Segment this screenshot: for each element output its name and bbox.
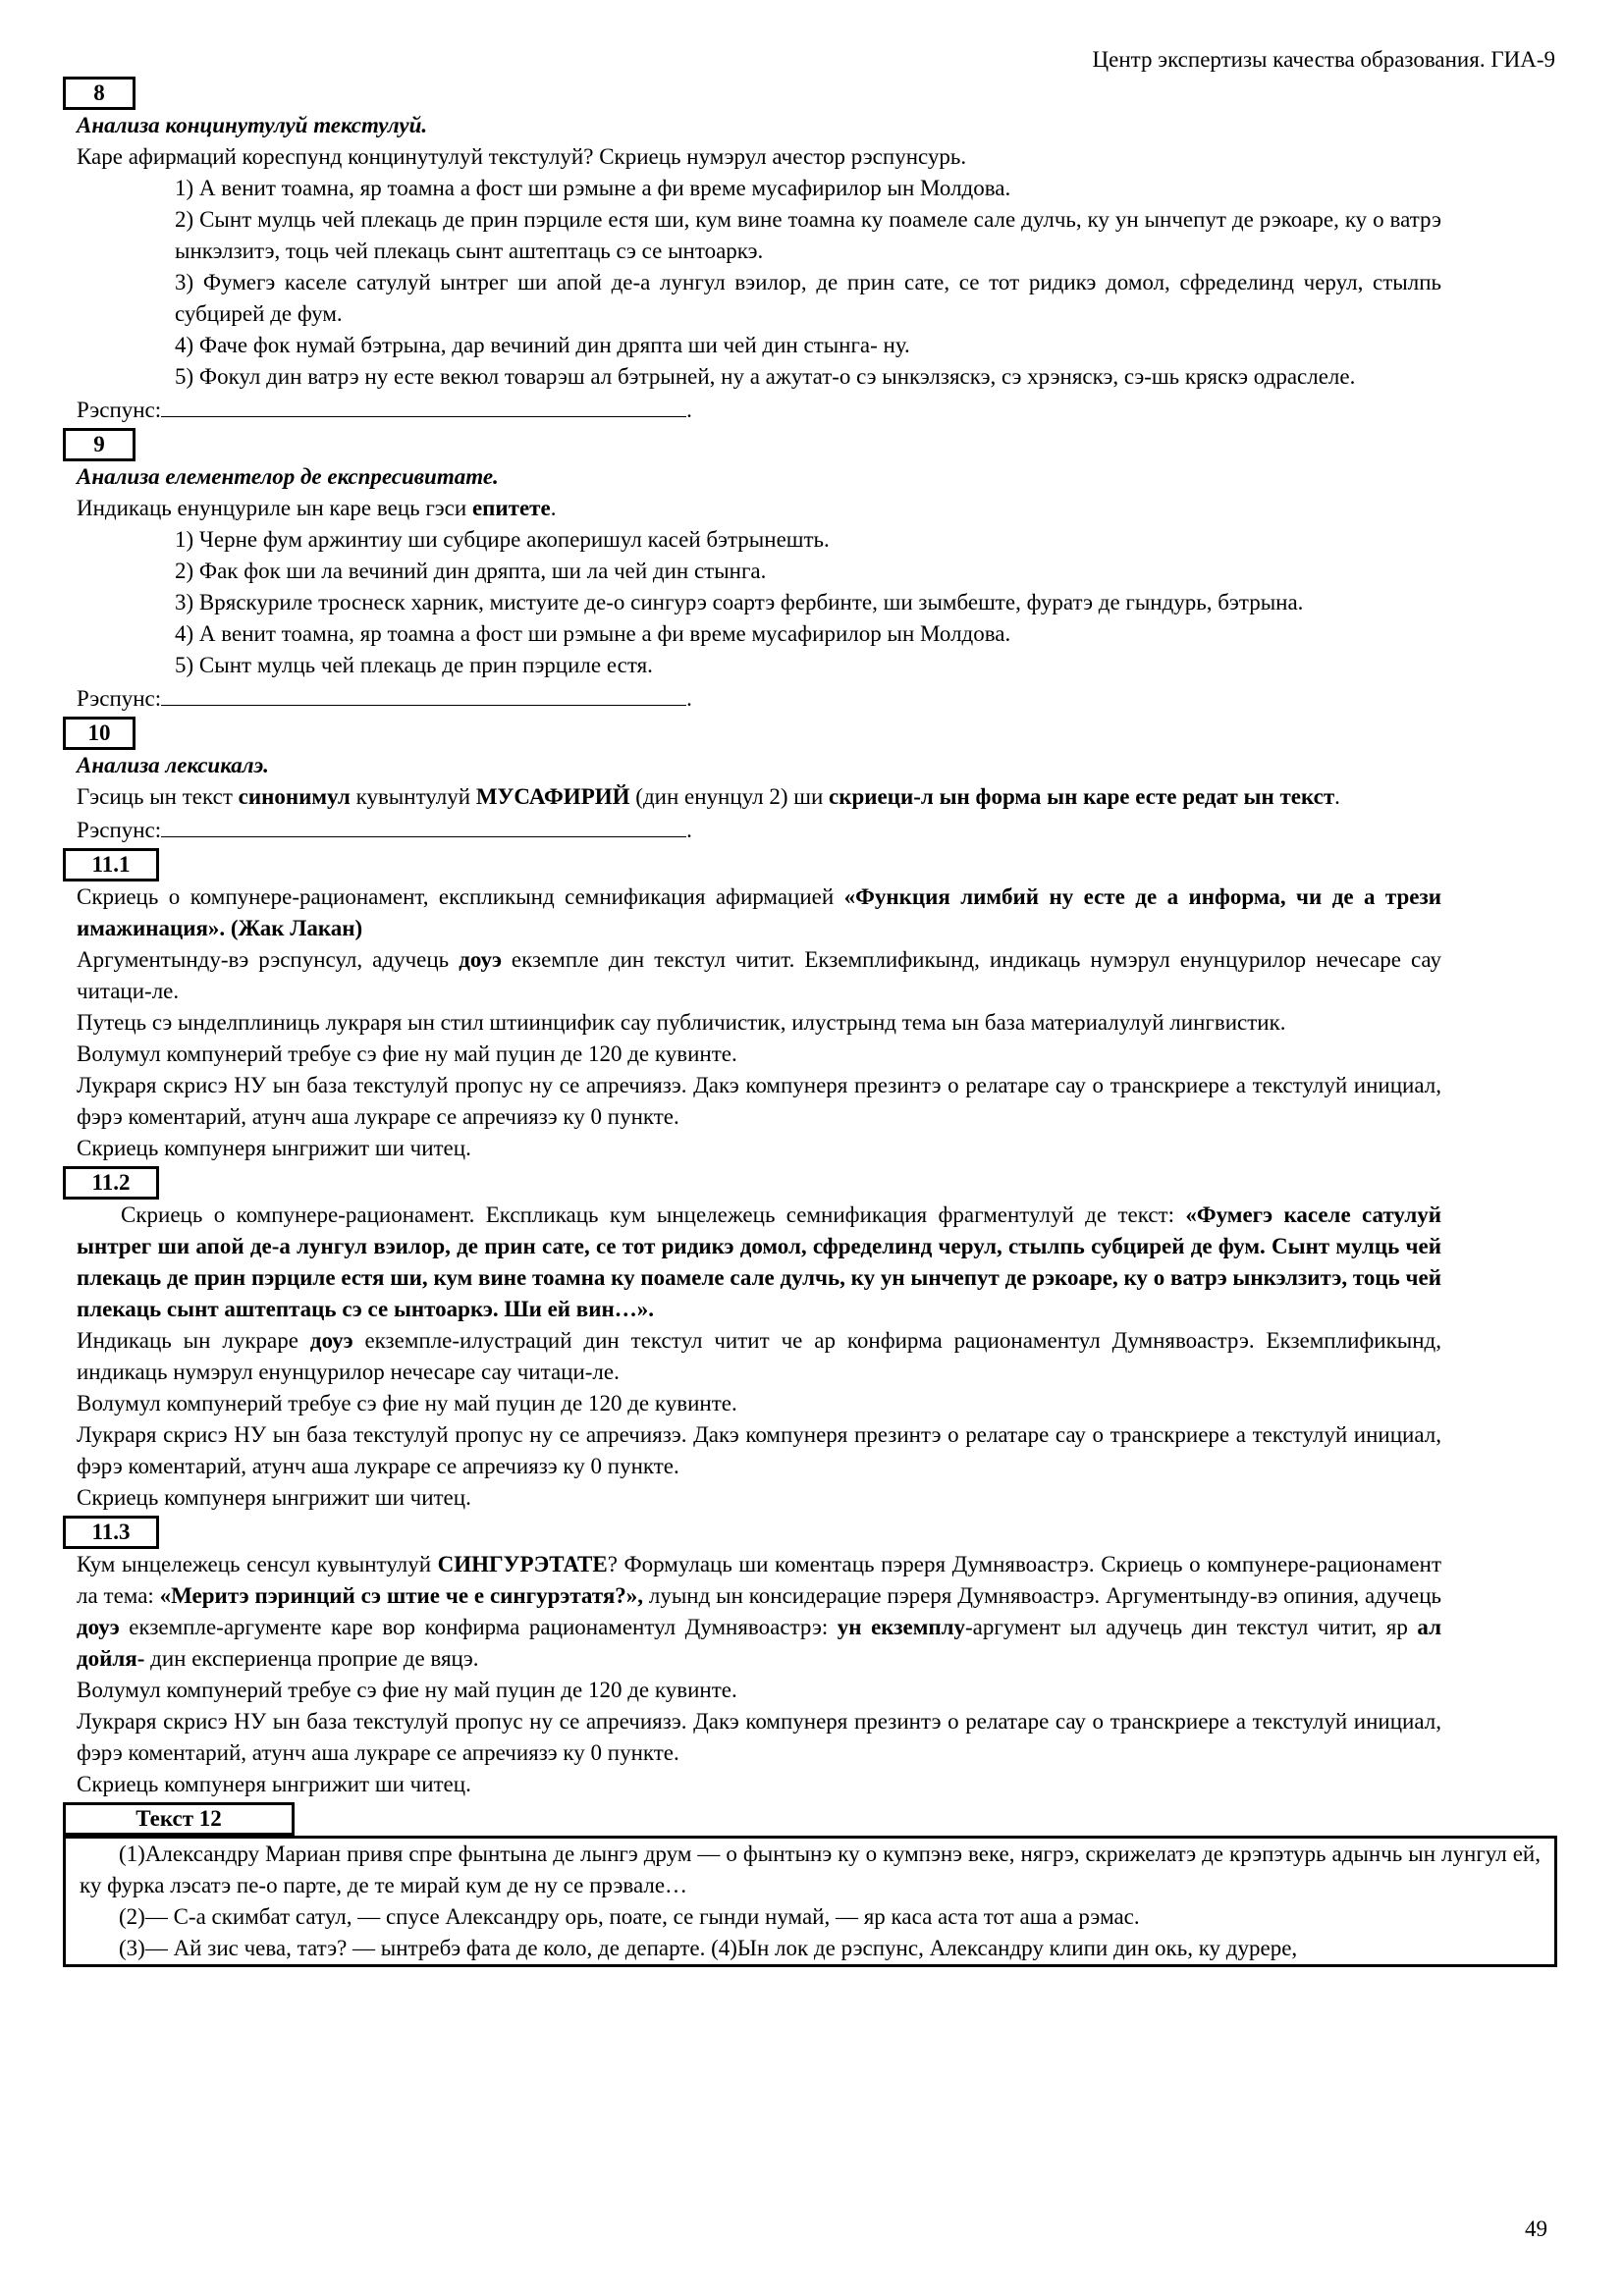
- text-paragraph: (2)— С-а скимбат сатул, — спусе Александру орь, поате, се гынди нумай, — яр каса аста тот аша а рэмас.: [119, 1904, 1140, 1929]
- task-title: Анализа концинутулуй текстулуй.: [77, 113, 428, 137]
- paragraph-text: Скриець о компунере-рационамент, експликынд семнификация афирмацией: [77, 884, 844, 909]
- task-title: Анализа елементелор де експресивитате.: [77, 464, 499, 489]
- task-question: [77, 493, 1441, 524]
- option-item: 3) Вряскуриле троснеск харник, мистуите де-о сингурэ соартэ фербинте, ши зымбеште, фуратэ де гындурь, бэтрына.: [175, 590, 1304, 614]
- task-paragraph: Путець сэ ынделплиниць лукраря ын стил штиинцифик сау публичистик, илустрынд тема ын база материалулуй лингвистик.: [77, 1010, 1286, 1035]
- text-12-label: Текст 12: [63, 1802, 295, 1836]
- task-number-box: 10: [63, 717, 135, 750]
- task-paragraph: [77, 944, 1441, 1007]
- question-emphasis: скриеци-л ын форма ын каре есте редат ын текст: [829, 784, 1335, 809]
- task-9: [77, 428, 1441, 715]
- task-paragraph: Волумул компунерий требуе сэ фие ну май пуцин де 120 де кувинте.: [77, 1041, 737, 1066]
- answer-row: Рэспунс: .: [77, 393, 1441, 426]
- paragraph-text: Кум ынцележець сенсул кувынтулуй: [77, 1552, 438, 1576]
- task-paragraph: Скриець компунеря ынгрижит ши читец.: [77, 1136, 471, 1160]
- task-paragraph: Лукраря скрисэ НУ ын база текстулуй пропус ну се апречиязэ. Дакэ компунеря презинтэ о релатаре сау о транскриере а текстулуй инициал, фэрэ коментарий, атунч аша лукраре се апречиязэ ку 0 пункте.: [77, 1422, 1441, 1478]
- task-question: Каре афирмаций кореспунд концинутулуй текстулуй? Скриець нумэрул ачестор рэспунсурь.: [77, 144, 967, 169]
- paragraph-emphasis: доуэ: [309, 1328, 353, 1353]
- quote-text: «Функция лимбий ну есте де а информа, чи де а трези имажинация». (Жак Лакан): [77, 884, 1441, 940]
- answer-label: Рэспунс:: [77, 818, 162, 842]
- task-question: [77, 781, 1441, 813]
- task-number-box: 9: [63, 428, 135, 461]
- task-number-box: 11.2: [63, 1166, 159, 1200]
- task-11-2: [77, 1166, 1441, 1514]
- task-paragraph: Скриець компунеря ынгрижит ши читец.: [77, 1485, 471, 1510]
- paragraph-emphasis: ал дойля-: [77, 1615, 1441, 1671]
- option-item: 3) Фумегэ каселе сатулуй ынтрег ши апой де-а лунгул вэилор, де прин сате, се тот ридикэ домол, сфределинд черул, стылпь субцирей де фум.: [175, 270, 1441, 326]
- option-item: 5) Фокул дин ватрэ ну есте векюл товарэш ал бэтрыней, ну а ажутат-о сэ ынкэлзяскэ, сэ хрэняскэ, сэ-шь кряскэ одраслеле.: [175, 364, 1356, 389]
- paragraph-emphasis: доуэ: [77, 1615, 120, 1639]
- task-paragraph: Лукраря скрисэ НУ ын база текстулуй пропус ну се апречиязэ. Дакэ компунеря презинтэ о релатаре сау о транскриере а текстулуй инициал, фэрэ коментарий, атунч аша лукраре се апречиязэ ку 0 пункте.: [77, 1709, 1441, 1765]
- question-text: (дин енунцул 2) ши: [629, 784, 830, 809]
- option-item: 4) Фаче фок нумай бэтрына, дар вечиний дин дряпта ши чей дин стынга- ну.: [175, 333, 910, 357]
- task-11-3: [77, 1516, 1441, 1800]
- text-12: [77, 1802, 1541, 1967]
- question-emphasis: епитете: [471, 496, 551, 520]
- options-list: [77, 173, 1441, 393]
- paragraph-text: екземпле дин текстул читит. Екземплификынд, индикаць нумэрул енунцурилор нечесаре сау читаци-ле.: [77, 947, 1441, 1003]
- option-item: 1) А венит тоамна, яр тоамна а фост ши рэмыне а фи време мусафирилор ын Молдова.: [175, 176, 1011, 200]
- answer-label: Рэспунс:: [77, 398, 162, 422]
- task-number-box: 11.3: [63, 1516, 159, 1549]
- paragraph-text: екземпле-аргументе каре вор конфирма рационаментул Думнявоастрэ:: [119, 1615, 838, 1639]
- option-item: 4) А венит тоамна, яр тоамна а фост ши рэмыне а фи време мусафирилор ын Молдова.: [175, 621, 1011, 646]
- option-item: 2) Сынт мулць чей плекаць де прин пэрциле естя ши, кум вине тоамна ку поамеле сале дулчь, ку ун ынчепут де рэкоаре, ку о ватрэ ынкэлзитэ, тоць чей плекаць сынт аштептаць сэ се ынтоаркэ.: [175, 207, 1441, 263]
- task-paragraph: Скриець компунеря ынгрижит ши читец.: [77, 1772, 471, 1796]
- paragraph-text: -аргумент ыл адучець дин текстул читит, яр: [965, 1615, 1418, 1639]
- question-emphasis: МУСАФИРИЙ: [475, 784, 630, 809]
- option-item: 5) Сынт мулць чей плекаць де прин пэрциле естя.: [175, 653, 653, 677]
- paragraph-text: дин експериенца проприе де вяцэ.: [144, 1646, 479, 1671]
- option-item: 2) Фак фок ши ла вечиний дин дряпта, ши ла чей дин стынга.: [175, 559, 767, 583]
- paragraph-text: Аргументынду-вэ рэспунсул, адучець: [77, 947, 460, 972]
- task-paragraph: [77, 1325, 1441, 1388]
- question-end: .: [1334, 784, 1340, 809]
- task-paragraph: Волумул компунерий требуе сэ фие ну май пуцин де 120 де кувинте.: [77, 1391, 737, 1415]
- text-paragraph: (1)Александру Мариан привя спре фынтына де лынгэ друм — о фынтынэ ку о кумпэнэ веке, нягрэ, скрижелатэ де крэпэтурь адынчь ын лунгул ей, ку фурка лэсатэ пе-о парте, де те мирай кум де ну се прэвале…: [80, 1842, 1541, 1897]
- task-paragraph: Лукраря скрисэ НУ ын база текстулуй пропус ну се апречиязэ. Дакэ компунеря презинтэ о релатаре сау о транскриере а текстулуй инициал, фэрэ коментарий, атунч аша лукраре се апречиязэ ку 0 пункте.: [77, 1073, 1441, 1129]
- option-item: 1) Черне фум аржинтиу ши субцире акоперишул касей бэтрынешть.: [175, 527, 830, 552]
- task-title: Анализа лексикалэ.: [77, 753, 269, 777]
- quote-text: «Меритэ пэринций сэ штие че е сингурэтатя?»,: [159, 1583, 644, 1608]
- paragraph-emphasis: СИНГУРЭТАТЕ: [437, 1552, 608, 1576]
- paragraph-text: ? Формулаць ши коментаць пэреря Думнявоастрэ. Скриець о компунере-рационамент ла тема:: [77, 1552, 1441, 1608]
- answer-row: Рэспунс: .: [77, 813, 1441, 846]
- paragraph-text: луынд ын консидерацие пэреря Думнявоастрэ. Аргументынду-вэ опиния, адучець: [643, 1583, 1441, 1608]
- paragraph-emphasis: ун екземплу: [837, 1615, 966, 1639]
- answer-input-line[interactable]: [161, 813, 686, 837]
- page-number: 49: [1525, 2216, 1547, 2241]
- task-paragraph: [77, 881, 1441, 944]
- answer-input-line[interactable]: [161, 681, 686, 706]
- task-paragraph: Волумул компунерий требуе сэ фие ну май пуцин де 120 де кувинте.: [77, 1678, 737, 1702]
- paragraph-text: Индикаць ын лукраре: [77, 1328, 310, 1353]
- task-number-box: 8: [63, 77, 135, 110]
- task-11-1: [77, 848, 1441, 1164]
- question-text: Индикаць енунцуриле ын каре вець гэси: [77, 496, 472, 520]
- question-end: .: [550, 496, 557, 520]
- task-8: [77, 77, 1441, 426]
- options-list: [77, 524, 1441, 681]
- page-content: [77, 77, 1541, 1969]
- question-text: Гэсиць ын текст: [77, 784, 239, 809]
- text-paragraph: (3)— Ай зис чева, татэ? — ынтребэ фата де коло, де департе. (4)Ын лок де рэспунс, Александру клипи дин окь, ку дурере,: [119, 1936, 1298, 1960]
- text-12-box: [63, 1836, 1557, 1967]
- answer-label: Рэспунс:: [77, 686, 162, 711]
- task-10: [77, 717, 1441, 846]
- page-header: Центр экспертизы качества образования. ГИА-9: [1092, 47, 1555, 72]
- task-paragraph: [77, 1549, 1441, 1675]
- question-emphasis: синонимул: [238, 784, 351, 809]
- question-text: кувынтулуй: [350, 784, 476, 809]
- paragraph-text: екземпле-илустраций дин текстул читит че ар конфирма рационаментул Думнявоастрэ. Екземплификынд, индикаць нумэрул енунцурилор нечесаре сау читаци-ле.: [77, 1328, 1441, 1384]
- paragraph-text: Скриець о компунере-рационамент. Експликаць кум ынцележець семнификация фрагментулуй де текст:: [121, 1202, 1186, 1227]
- task-number-box: 11.1: [63, 848, 159, 881]
- quote-text: «Фумегэ каселе сатулуй ынтрег ши апой де-а лунгул вэилор, де прин сате, се тот ридикэ домол, сфределинд черул, стылпь субцирей де фум. Сынт мулць чей плекаць де прин пэрциле естя ши, кум вине тоамна ку поамеле сале дулчь, ку ун ынчепут де рэкоаре, ку о ватрэ ынкэлзитэ, тоць чей плекаць сынт аштептаць сэ се ынтоаркэ. Ши ей вин…».: [77, 1202, 1441, 1321]
- task-paragraph: [77, 1200, 1441, 1325]
- answer-row: Рэспунс: .: [77, 681, 1441, 715]
- answer-input-line[interactable]: [161, 393, 686, 417]
- paragraph-emphasis: доуэ: [459, 947, 502, 972]
